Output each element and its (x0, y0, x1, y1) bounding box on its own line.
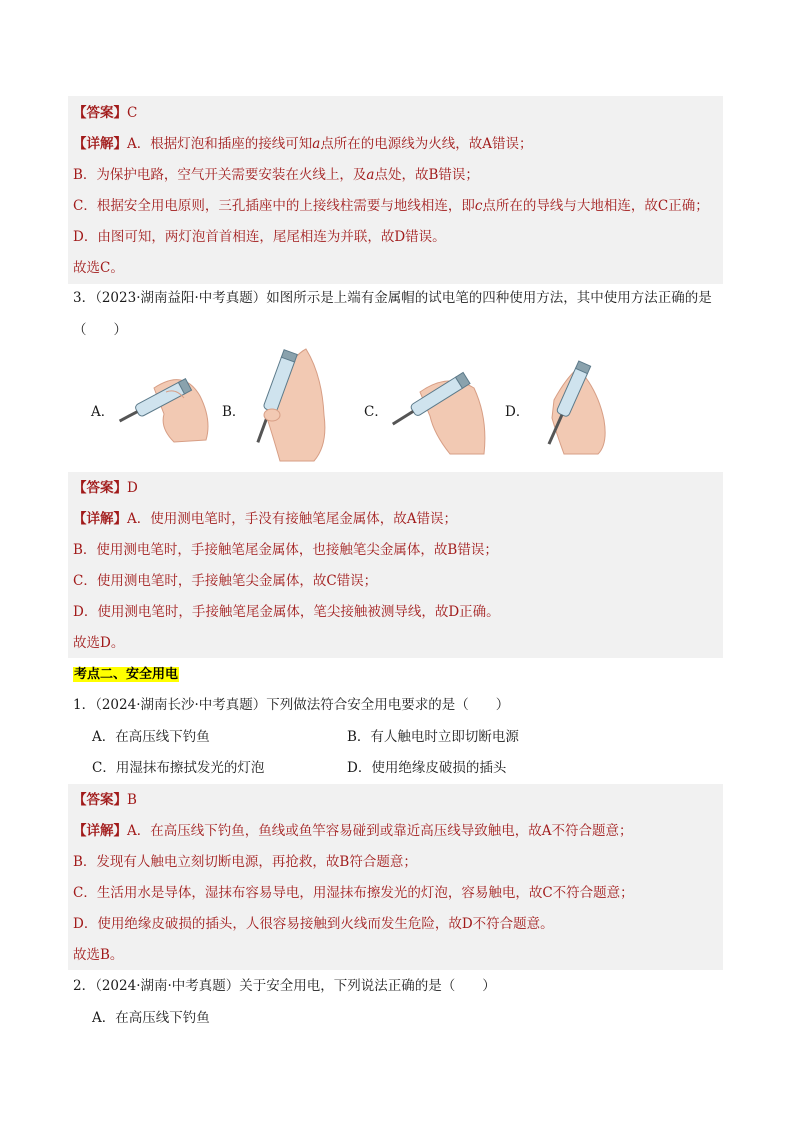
detail-text-tail: 点处，故B错误； (374, 167, 479, 183)
conclusion: 故选D。 (73, 635, 125, 651)
answer-box-2 (68, 472, 723, 658)
answer-label: 【答案】 (73, 480, 127, 496)
figure-option-d-label: D． (505, 404, 530, 420)
detail-line-c: C．使用测电笔时，手接触笔尖金属体，故C错误； (73, 573, 378, 589)
answer-line (73, 104, 137, 122)
answer-line (73, 479, 138, 497)
figure-option-c-label: C． (364, 404, 388, 420)
answer-value: C (127, 105, 138, 121)
detail-text: A．使用测电笔时，手没有接触笔尾金属体，故A错误； (127, 511, 457, 527)
detail-label: 【详解】 (73, 823, 127, 839)
answer-line (73, 791, 137, 809)
answer-label: 【答案】 (73, 792, 127, 808)
detail-line-a (73, 822, 633, 840)
detail-line-d: D．使用测电笔时，手接触笔尾金属体，笔尖接触被测导线，故D正确。 (73, 604, 500, 620)
question-1-stem: 1．（2024·湖南长沙·中考真题）下列做法符合安全用电要求的是（ ） (73, 697, 510, 713)
detail-line-b: B．使用测电笔时，手接触笔尾金属体，也接触笔尖金属体，故B错误； (73, 542, 498, 558)
detail-line-b (73, 166, 479, 184)
question-2-option-a: A．在高压线下钓鱼 (92, 1010, 210, 1026)
answer-label: 【答案】 (73, 105, 127, 121)
conclusion: 故选B。 (73, 947, 124, 963)
detail-text-tail: 点所在的电源线为火线，故A错误； (320, 136, 533, 152)
detail-line-d (73, 228, 446, 246)
var-a: a (366, 167, 375, 183)
section-heading (73, 665, 179, 684)
answer-value: D (127, 480, 138, 496)
answer-value: B (127, 792, 137, 808)
question-3-paren: （ ） (73, 322, 127, 338)
detail-text: C．根据安全用电原则，三孔插座中的上接线柱需要与地线相连，即 (73, 198, 475, 214)
test-pen-illustration-b (244, 345, 334, 463)
detail-line-c (73, 197, 709, 215)
detail-text: A．根据灯泡和插座的接线可知 (127, 136, 313, 152)
detail-line-b: B．发现有人触电立刻切断电源，再抢救，故B符合题意； (73, 854, 417, 870)
detail-text: B．为保护电路，空气开关需要安装在火线上，及 (73, 167, 367, 183)
question-1-option-a: A．在高压线下钓鱼 (92, 729, 210, 745)
question-1-option-c: C．用湿抹布擦拭发光的灯泡 (92, 760, 265, 776)
question-2-stem: 2．（2024·湖南·中考真题）关于安全用电，下列说法正确的是（ ） (73, 978, 496, 994)
figure-option-a-label: A． (91, 404, 115, 420)
detail-label: 【详解】 (73, 136, 127, 152)
figure-option-b-label: B． (222, 404, 246, 420)
test-pen-illustration-d (528, 360, 610, 456)
answer-box-3 (68, 784, 723, 970)
question-3-stem: 3．（2023·湖南益阳·中考真题）如图所示是上端有金属帽的试电笔的四种使用方法，其中使用方法正确的是 (73, 290, 712, 306)
detail-text: A．在高压线下钓鱼，鱼线或鱼竿容易碰到或靠近高压线导致触电，故A不符合题意； (127, 823, 633, 839)
test-pen-illustration-c (384, 358, 494, 458)
detail-line-d: D．使用绝缘皮破损的插头，人很容易接触到火线而发生危险，故D不符合题意。 (73, 916, 554, 932)
question-1-option-d: D．使用绝缘皮破损的插头 (347, 760, 507, 776)
detail-text-tail: 点所在的导线与大地相连，故C正确； (482, 198, 709, 214)
conclusion: 故选C。 (73, 260, 124, 276)
answer-box-1 (68, 96, 723, 284)
var-c: c (474, 198, 483, 214)
section-title: 考点二、安全用电 (74, 667, 179, 682)
detail-line-c: C．生活用水是导体，湿抹布容易导电，用湿抹布擦发光的灯泡，容易触电，故C不符合题意； (73, 885, 634, 901)
question-1-option-b: B．有人触电时立即切断电源 (347, 729, 519, 745)
detail-label: 【详解】 (73, 511, 127, 527)
detail-line-a (73, 510, 457, 528)
test-pen-illustration-a (114, 358, 214, 448)
detail-text: D．由图可知，两灯泡首首相连，尾尾相连为并联，故D错误。 (73, 229, 446, 245)
detail-line-a (73, 135, 533, 153)
var-a: a (312, 136, 321, 152)
